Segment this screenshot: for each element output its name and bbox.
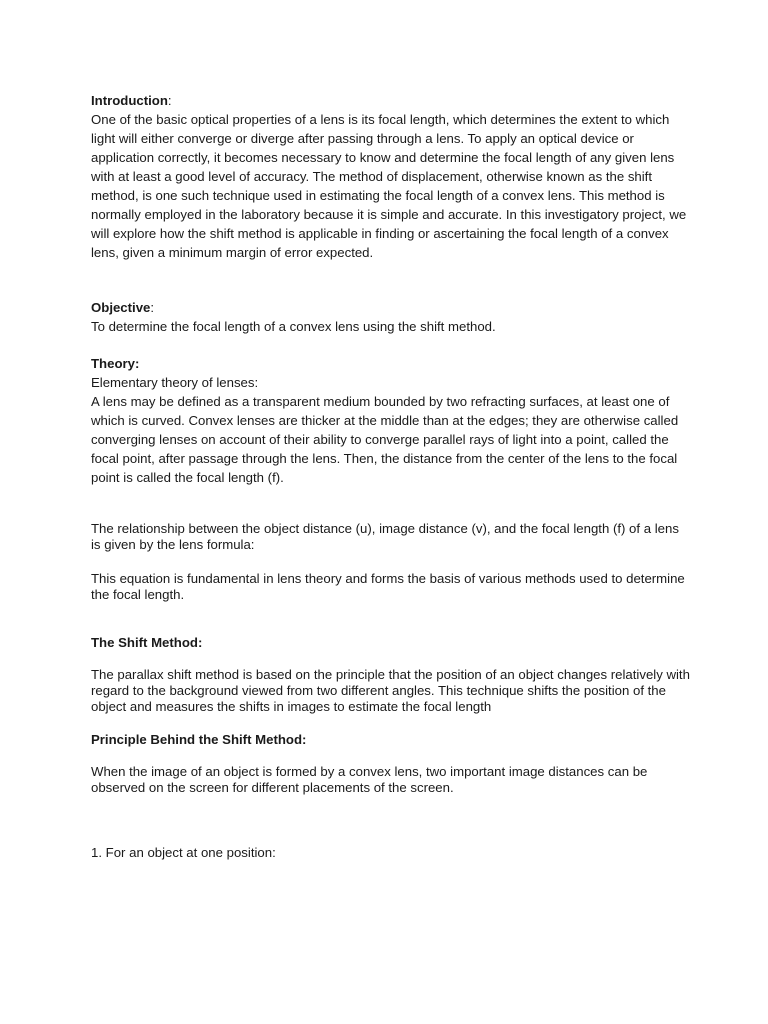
theory-subheading: Elementary theory of lenses: xyxy=(91,375,259,390)
principle-heading: Principle Behind the Shift Method: xyxy=(91,732,307,747)
lens-formula-note: This equation is fundamental in lens theory and forms the basis of various methods used to determine the focal length. xyxy=(91,571,685,602)
introduction-heading: Introduction xyxy=(91,93,168,108)
lens-formula-intro: The relationship between the object distance (u), image distance (v), and the focal length (f) of a lens is given by the lens formula: xyxy=(91,521,679,552)
introduction-heading-colon: : xyxy=(167,93,172,108)
introduction-heading-line xyxy=(91,91,691,110)
introduction-paragraph: One of the basic optical properties of a lens is its focal length, which determines the extent to which light will either converge or diverge after passing through a lens. To apply an optical device or application correctly, it becomes necessary to know and determine the focal length of any given lens with at least a good level of accuracy. The method of displacement, otherwise known as the shift method, is one such technique used in estimating the focal length of a convex lens. This method is normally employed in the laboratory because it is simple and accurate. In this investigatory project, we will explore how the shift method is applicable in finding or ascertaining the focal length of a convex lens, given a minimum margin of error expected. xyxy=(91,112,687,260)
theory-paragraph: A lens may be defined as a transparent medium bounded by two refracting surfaces, at least one of which is curved. Convex lenses are thicker at the middle than at the edges; they are otherwise called converging lenses on account of their ability to converge parallel rays of light into a point, called the focal point, after passage through the lens. Then, the distance from the center of the lens to the focal point is called the focal length (f). xyxy=(91,394,679,485)
objective-paragraph: To determine the focal length of a convex lens using the shift method. xyxy=(91,319,496,334)
shift-method-heading: The Shift Method: xyxy=(91,635,203,650)
objective-heading-colon: : xyxy=(150,300,155,315)
principle-paragraph: When the image of an object is formed by a convex lens, two important image distances can be observed on the screen for different placements of the screen. xyxy=(91,764,648,795)
objective-heading: Objective xyxy=(91,300,151,315)
list-item: 1. For an object at one position: xyxy=(91,845,276,860)
objective-heading-line xyxy=(91,298,691,317)
shift-method-paragraph: The parallax shift method is based on the principle that the position of an object changes relatively with regard to the background viewed from two different angles. This technique shifts the position of the object and measures the shifts in images to estimate the focal length xyxy=(91,667,690,714)
theory-heading: Theory: xyxy=(91,356,140,371)
